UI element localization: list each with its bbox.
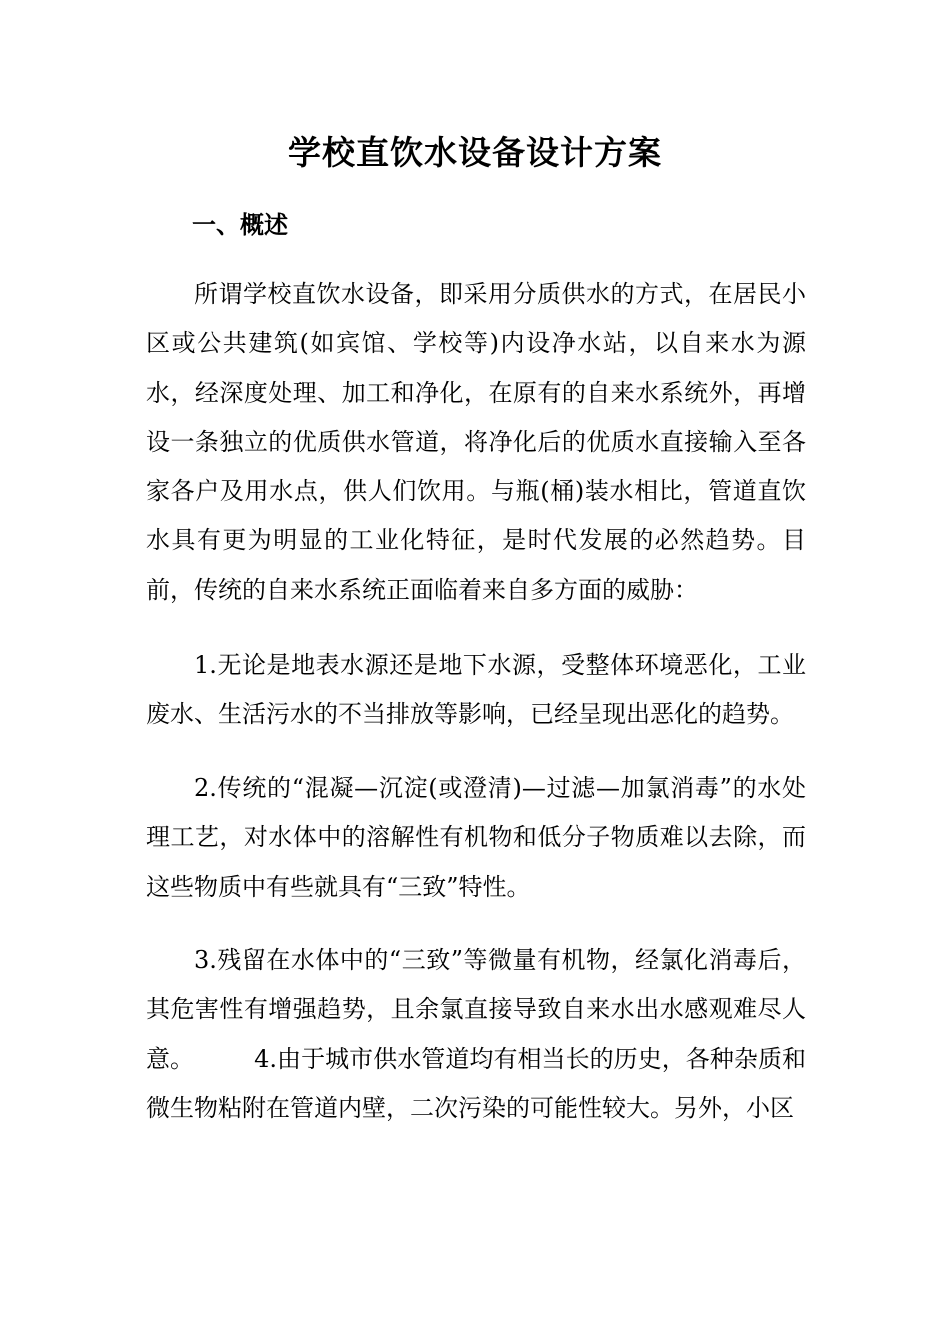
paragraph-item-4: 4.由于城市供水管道均有相当长的历史，各种杂质和微生物粘附在管道内壁，二次污染的可能性较大。另外，小区 — [146, 1044, 806, 1122]
document-title: 学校直饮水设备设计方案 — [288, 133, 662, 172]
paragraph-item-3: 3.残留在水体中的“三致”等微量有机物，经氯化消毒后，其危害性有增强趋势，且余氯直接导致自来水出水感观难尽人意。 — [146, 946, 806, 1073]
paragraph-intro: 所谓学校直饮水设备，即采用分质供水的方式，在居民小区或公共建筑(如宾馆、学校等)内设净水站，以自来水为源水，经深度处理、加工和净化，在原有的自来水系统外，再增设一条独立的优质供水管道，将净化后的优质水直接输入至各家各户及用水点，供人们饮用。与瓶(桶)装水相比，管道直饮水具有更为明显的工业化特征，是时代发展的必然趋势。目前，传统的自来水系统正面临着来自多方面的威胁： — [146, 280, 806, 604]
paragraph-item-1: 1.无论是地表水源还是地下水源，受整体环境恶化，工业废水、生活污水的不当排放等影响，已经呈现出恶化的趋势。 — [146, 651, 806, 729]
paragraph-item-2: 2.传统的“混凝—沉淀(或澄清)—过滤—加氯消毒”的水处理工艺，对水体中的溶解性有机物和低分子物质难以去除，而这些物质中有些就具有“三致”特性。 — [146, 774, 806, 901]
section-heading-overview: 一、概述 — [192, 210, 288, 239]
paragraph-item-3-4 — [146, 936, 806, 1136]
